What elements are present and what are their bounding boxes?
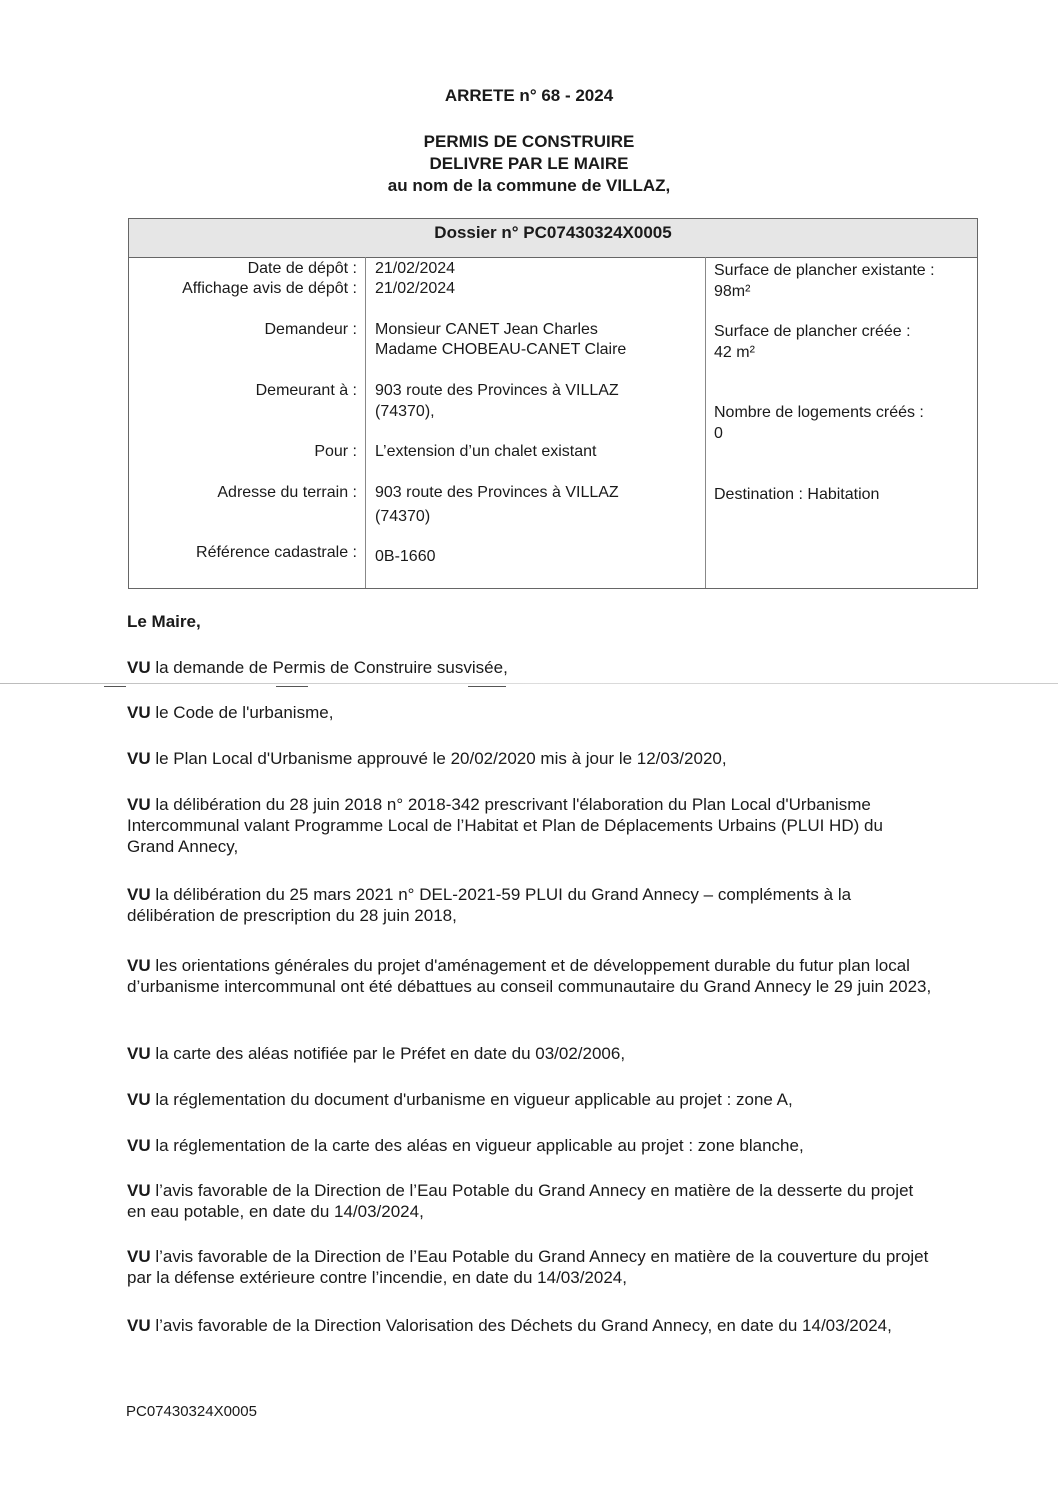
created-surface-label: Surface de plancher créée :: [714, 323, 911, 340]
field-label: Date de dépôt :: [247, 260, 357, 277]
housing-count-label: Nombre de logements créés :: [714, 404, 924, 421]
field-label: Affichage avis de dépôt :: [182, 280, 357, 297]
vu-keyword: VU: [127, 1136, 151, 1155]
vu-paragraph: [127, 1089, 932, 1110]
arrete-title: ARRETE n° 68 - 2024: [444, 86, 614, 105]
vu-paragraph: [127, 702, 932, 723]
subtitle-line: DELIVRE PAR LE MAIRE: [429, 154, 629, 173]
vu-paragraph: [127, 794, 932, 857]
vu-paragraph: [127, 748, 932, 769]
vu-paragraph: [127, 1043, 932, 1064]
vu-paragraph: [127, 1315, 932, 1336]
vu-keyword: VU: [127, 1316, 151, 1335]
existing-surface-label: Surface de plancher existante :: [714, 262, 935, 279]
vu-keyword: VU: [127, 749, 151, 768]
paragraph-text: le Plan Local d'Urbanisme approuvé le 20/02/2020 mis à jour le 12/03/2020,: [150, 749, 727, 768]
footer-reference: PC07430324X0005: [126, 1403, 257, 1420]
created-surface-value: 42 m²: [714, 344, 755, 361]
existing-surface-value: 98m²: [714, 283, 751, 300]
vu-keyword: VU: [127, 956, 151, 975]
permit-subtitle: [0, 131, 1058, 197]
field-value: 0B-1660: [375, 548, 436, 565]
vu-keyword: VU: [127, 658, 151, 677]
field-label: Demandeur :: [264, 321, 357, 338]
paragraph-text: l’avis favorable de la Direction de l’Eau Potable du Grand Annecy en matière de la couverture du projet par la défense extérieure contre l’incendie, en date du 14/03/2024,: [127, 1247, 929, 1287]
scan-artifact: [0, 683, 1058, 684]
field-label: Pour :: [314, 443, 357, 460]
paragraph-text: les orientations générales du projet d'aménagement et de développement durable du futur plan local d’urbanisme intercommunal ont été débattues au conseil communautaire du Grand Annecy le 29 juin 2023,: [127, 956, 932, 996]
vu-paragraph: [127, 884, 932, 926]
housing-count-value: 0: [714, 425, 723, 442]
vu-paragraph: [127, 955, 932, 997]
field-value: (74370),: [375, 403, 435, 420]
field-label: Adresse du terrain :: [217, 484, 357, 501]
dossier-heading: Dossier n° PC07430324X0005: [129, 219, 977, 258]
opening-line: Le Maire,: [127, 612, 201, 631]
field-value: 21/02/2024: [375, 260, 456, 277]
column-divider: [365, 257, 366, 588]
vu-paragraph: [127, 1246, 932, 1288]
vu-keyword: VU: [127, 1181, 151, 1200]
paragraph-text: la réglementation du document d'urbanisme en vigueur applicable au projet : zone A,: [150, 1090, 793, 1109]
paragraph-text: l’avis favorable de la Direction de l’Eau Potable du Grand Annecy en matière de la desserte du projet en eau potable, en date du 14/03/2024,: [127, 1181, 914, 1221]
subtitle-line: au nom de la commune de VILLAZ,: [387, 176, 671, 195]
field-value: 903 route des Provinces à VILLAZ: [375, 484, 619, 501]
paragraph-text: l’avis favorable de la Direction Valorisation des Déchets du Grand Annecy, en date du 14/03/2024,: [150, 1316, 892, 1335]
paragraph-text: la carte des aléas notifiée par le Préfet en date du 03/02/2006,: [150, 1044, 626, 1063]
vu-keyword: VU: [127, 885, 151, 904]
field-label: Demeurant à :: [255, 382, 357, 399]
vu-keyword: VU: [127, 795, 151, 814]
scan-artifact: [104, 686, 126, 687]
dossier-table: [128, 218, 978, 589]
destination-text: Destination : Habitation: [714, 486, 880, 503]
vu-keyword: VU: [127, 703, 151, 722]
column-divider: [705, 257, 706, 588]
paragraph-text: le Code de l'urbanisme,: [150, 703, 334, 722]
vu-paragraph: [127, 1180, 932, 1222]
paragraph-text: la demande de Permis de Construire susvisée,: [150, 658, 508, 677]
field-value: Madame CHOBEAU-CANET Claire: [375, 341, 627, 358]
field-value: Monsieur CANET Jean Charles: [375, 321, 598, 338]
field-value: (74370): [375, 508, 431, 525]
field-value: L’extension d’un chalet existant: [375, 443, 597, 460]
vu-keyword: VU: [127, 1044, 151, 1063]
subtitle-line: PERMIS DE CONSTRUIRE: [423, 132, 635, 151]
field-value: 903 route des Provinces à VILLAZ: [375, 382, 619, 399]
paragraph-text: la délibération du 28 juin 2018 n° 2018-342 prescrivant l'élaboration du Plan Local d'Urbanisme Intercommunal valant Programme Local de l’Habitat et Plan de Déplacements Urbains (PLUI HD) du Grand Annecy,: [127, 795, 883, 856]
vu-keyword: VU: [127, 1247, 151, 1266]
field-label: Référence cadastrale :: [196, 544, 357, 561]
paragraph-text: la délibération du 25 mars 2021 n° DEL-2021-59 PLUI du Grand Annecy – compléments à la délibération de prescription du 28 juin 2018,: [127, 885, 852, 925]
vu-keyword: VU: [127, 1090, 151, 1109]
scan-artifact: [276, 686, 308, 687]
vu-paragraph: [127, 1135, 932, 1156]
field-value: 21/02/2024: [375, 280, 456, 297]
paragraph-text: la réglementation de la carte des aléas en vigueur applicable au projet : zone blanche,: [150, 1136, 804, 1155]
vu-paragraph: [127, 657, 932, 678]
scan-artifact: [468, 686, 506, 687]
